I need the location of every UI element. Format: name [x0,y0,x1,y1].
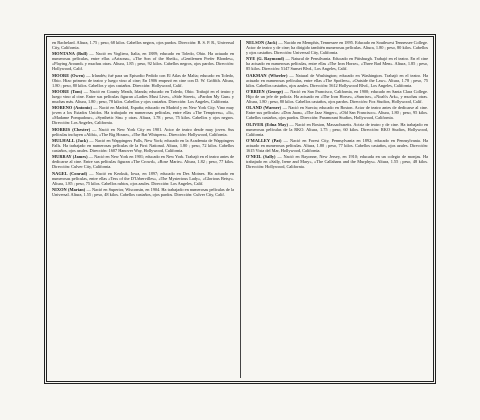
entry-text: — Nació en Boston, Massachusetts. Actriz de teatro y de cine. Ha trabajado en numerosas películas de la RKO. Altura, 1.75 ; peso, 60 kilos. Dirección: RKO Studios, Hollywood, California. [246,121,428,137]
entry-text: — Nació en Wappingers Falls, New York; educado en la Academia de Wappingers Falls. Ha trabajado en numerosas películas de la First National. Altura, 1.80 ; peso, 72 kilos. Cabellos castaños, ojos azules. Dirección: 1607 Hanover Way, Hollywood, California. [52,137,234,154]
entry-text: — Irlandés; fué para un Episodio Pedido con El Atlas de Malta; educado en Toledo, Ohio. Hizo primero de teatro y luego vino al cine; En 1906 empezó en cine con D. W. Griffith. Altura, 1.80 ; peso, 80 kilos. Cabellos y ojos castaños. Dirección: Hollywood, Calif. [52,72,234,88]
entry-text: — Nació en Suecia; educado en Boston. Actor de teatro antes de dedicarse al cine. Entre sus películas: «Don Juan», «The Jazz Singer», «Old San Francisco». Altura, 1.80 ; peso, 95 kilos. Cabellos castaños, ojos pardos. Dirección: Paramount Studios, Hollywood, California. [246,105,428,121]
biography-entry [52,187,234,197]
entry-text: — Nació en Vogliera, Italia, en 1889; educado en Toledo, Ohio. Ha actuado en numerosas películas, entre ellas «Arizona», «The Son of the Sheik», «Gentlemen Prefer Blondes», «Playing Around» y muchas otras. Altura, 1.85 ; peso, 92 kilos. Cabellos negros, ojos pardos. Dirección: Hollywood, Calif. [52,51,234,72]
entry-name: MOORE (Tom) [52,88,83,94]
biography-entry [52,171,234,186]
entry-text: — Nació en Bayonne, New Jersey, en 1910; educada en un colegio de monjas. Ha trabajado en «Sally, Irene and Mary», «The Callahans and the Murphys». Altura, 1.55 ; peso, 48 kilos. Dirección: Hollywood, California. [246,154,428,170]
biography-entry [246,122,428,137]
entry-text: — Natural de Pensilvania. Educado en Pittsburgh. Trabajó en el teatro. En el cine ha actuado en numerosas películas, entre ellas «The Iron Horse», «Three Bad Men». Altura, 1.85 ; peso, 85 kilos. Dirección: 5147 Sunset Blvd., Los Angeles, Calif. [246,56,428,72]
entry-text: — Nació en New York City en 1901. Actor de teatro desde muy joven. Sus películas incluyen «Alibi», «The Big House», «The Bat Whispers». Dirección: Hollywood, California. [52,126,234,137]
entry-name: OLAND (Warner) [246,105,282,111]
entry-name: MOORE (Owen) [52,72,85,78]
biography-entry [246,73,428,88]
entry-name: OLIVER (Edna May) [246,121,288,127]
entry-text: — Natural de Washington; educado en Washington. Trabajó en el teatro. Ha actuado en numerosas películas, entre ellas «The Spoilers», «Outside the Law». Altura, 1.78 ; peso, 75 kilos. Cabellos castaños, ojos azules. Dirección: 5612 Hollywood Blvd., Los Angeles, California. [246,72,428,88]
entry-name: NELSON (Jack) [246,40,278,45]
biography-entry [246,40,428,55]
entry-text: — Nació en County Meath, Irlanda; educado en Toledo, Ohio. Trabajó en el teatro y luego vino al cine. Entre sus películas figuran «Ladies Must Live», «Side Street», «Pardon My Gun» y muchas más. Altura, 1.80 ; peso, 78 kilos. Cabellos y ojos castaños. Dirección: Los Angeles, California. [52,88,234,105]
entry-text: — Nació en Superior, Wisconsin, en 1904. Ha trabajado en numerosas películas de la Universal. Altura, 1.55 ; peso, 48 kilos. Cabellos castaños, ojos pardos. Dirección: Culver City, Calif. [52,186,234,197]
biography-entry [52,73,234,88]
entry-name: MORRIS (Chester) [52,126,91,132]
entry-text: — Nació en Keokuk, Iowa, en 1897; educado en Des Moines. Ha actuado en numerosas películas, entre ellas «Tess of the D'Urbervilles», «The Mysterious Lady», «Glorious Betsy». Altura, 1.85 ; peso, 75 kilos. Cabellos rubios, ojos azules. Dirección: Los Angeles, Calif. [52,170,234,186]
right-column [246,40,428,378]
biography-entry [52,154,234,169]
biography-entry [246,138,428,153]
left-column [52,40,234,378]
biography-entry [246,56,428,71]
entry-name: MULHALL (Jack) [52,137,88,143]
biography-entry [52,51,234,71]
entry-name: MORENO (Antonio) [52,105,92,111]
entry-name: OAKMAN (Wheeler) [246,72,288,78]
entry-text: — Nació en New York en 1901; educado en New York. Trabajó en el teatro antes de dedicarse al cine. Entre sus películas figuran «The Crowd», «Rose Marie». Altura, 1.82 ; peso, 77 kilos. Dirección: Culver City, California. [52,154,234,170]
biography-entry [52,127,234,137]
biography-entry [246,105,428,120]
biography-entry [246,89,428,104]
entry-text: en Bachelard. Altura, 1.75 ; peso, 68 kilos. Cabellos negros, ojos pardos. Dirección: B. S. P. R., Universal City, California. [52,40,234,51]
entry-name: NYE (G. Raymond) [246,56,285,62]
biography-entry [52,105,234,125]
entry-name: O'MALLEY (Pat) [246,137,282,143]
entry-name: NIXON (Marian) [52,186,86,192]
entry-text: — Nació en Forest City, Pennsylvania en 1892; educado en Pennsylvania. Ha actuado en numerosas películas. Altura, 1.80 ; peso, 77 kilos. Cabellos castaños, ojos azules. Dirección: 1615 Vista del Mar, Hollywood, California. [246,137,428,154]
column-divider [240,40,241,378]
entry-name: NAGEL (Conrad) [52,170,88,176]
entry-name: O'BRIEN (George) [246,88,284,94]
biography-entry [52,138,234,153]
entry-text: — Nació en Madrid, España; educado en Madrid y en New York City. Vino muy joven a los Estados Unidos. Ha trabajado en numerosas películas, entre ellas «The Temptress», «It», «Madame Pompadour», «Synthetic Sin» y otras. Altura, 1.78 ; peso, 75 kilos. Cabellos y ojos negros. Dirección: Los Angeles, California. [52,105,234,126]
entry-name: MURRAY (James) [52,154,88,160]
entry-text: — Nacido en Memphis, Tennessee en 1895. Educado en Southwest Tennessee College. Actor de teatro y de cine; ha dirigido también numerosas películas. Altura, 1.80 ; peso, 80 kilos. Cabellos y ojos castaños. Dirección: Universal City, California. [246,40,428,56]
entry-text: — Nació en San Francisco, California, en 1900; educado en Santa Clara College. Hijo de un jefe de policía. Ha actuado en «The Iron Horse», «Sunrise», «Noah's Ark», y muchas otras. Altura, 1.80 ; peso, 80 kilos. Cabellos castaños, ojos pardos. Dirección: Fox Studios, Hollywood, Calif. [246,88,428,105]
biography-entry [52,40,234,50]
biography-entry [52,89,234,104]
entry-name: MONTANA (Bull) [52,51,88,57]
biography-entry [246,154,428,169]
entry-name: O'NEIL (Sally) [246,154,276,160]
